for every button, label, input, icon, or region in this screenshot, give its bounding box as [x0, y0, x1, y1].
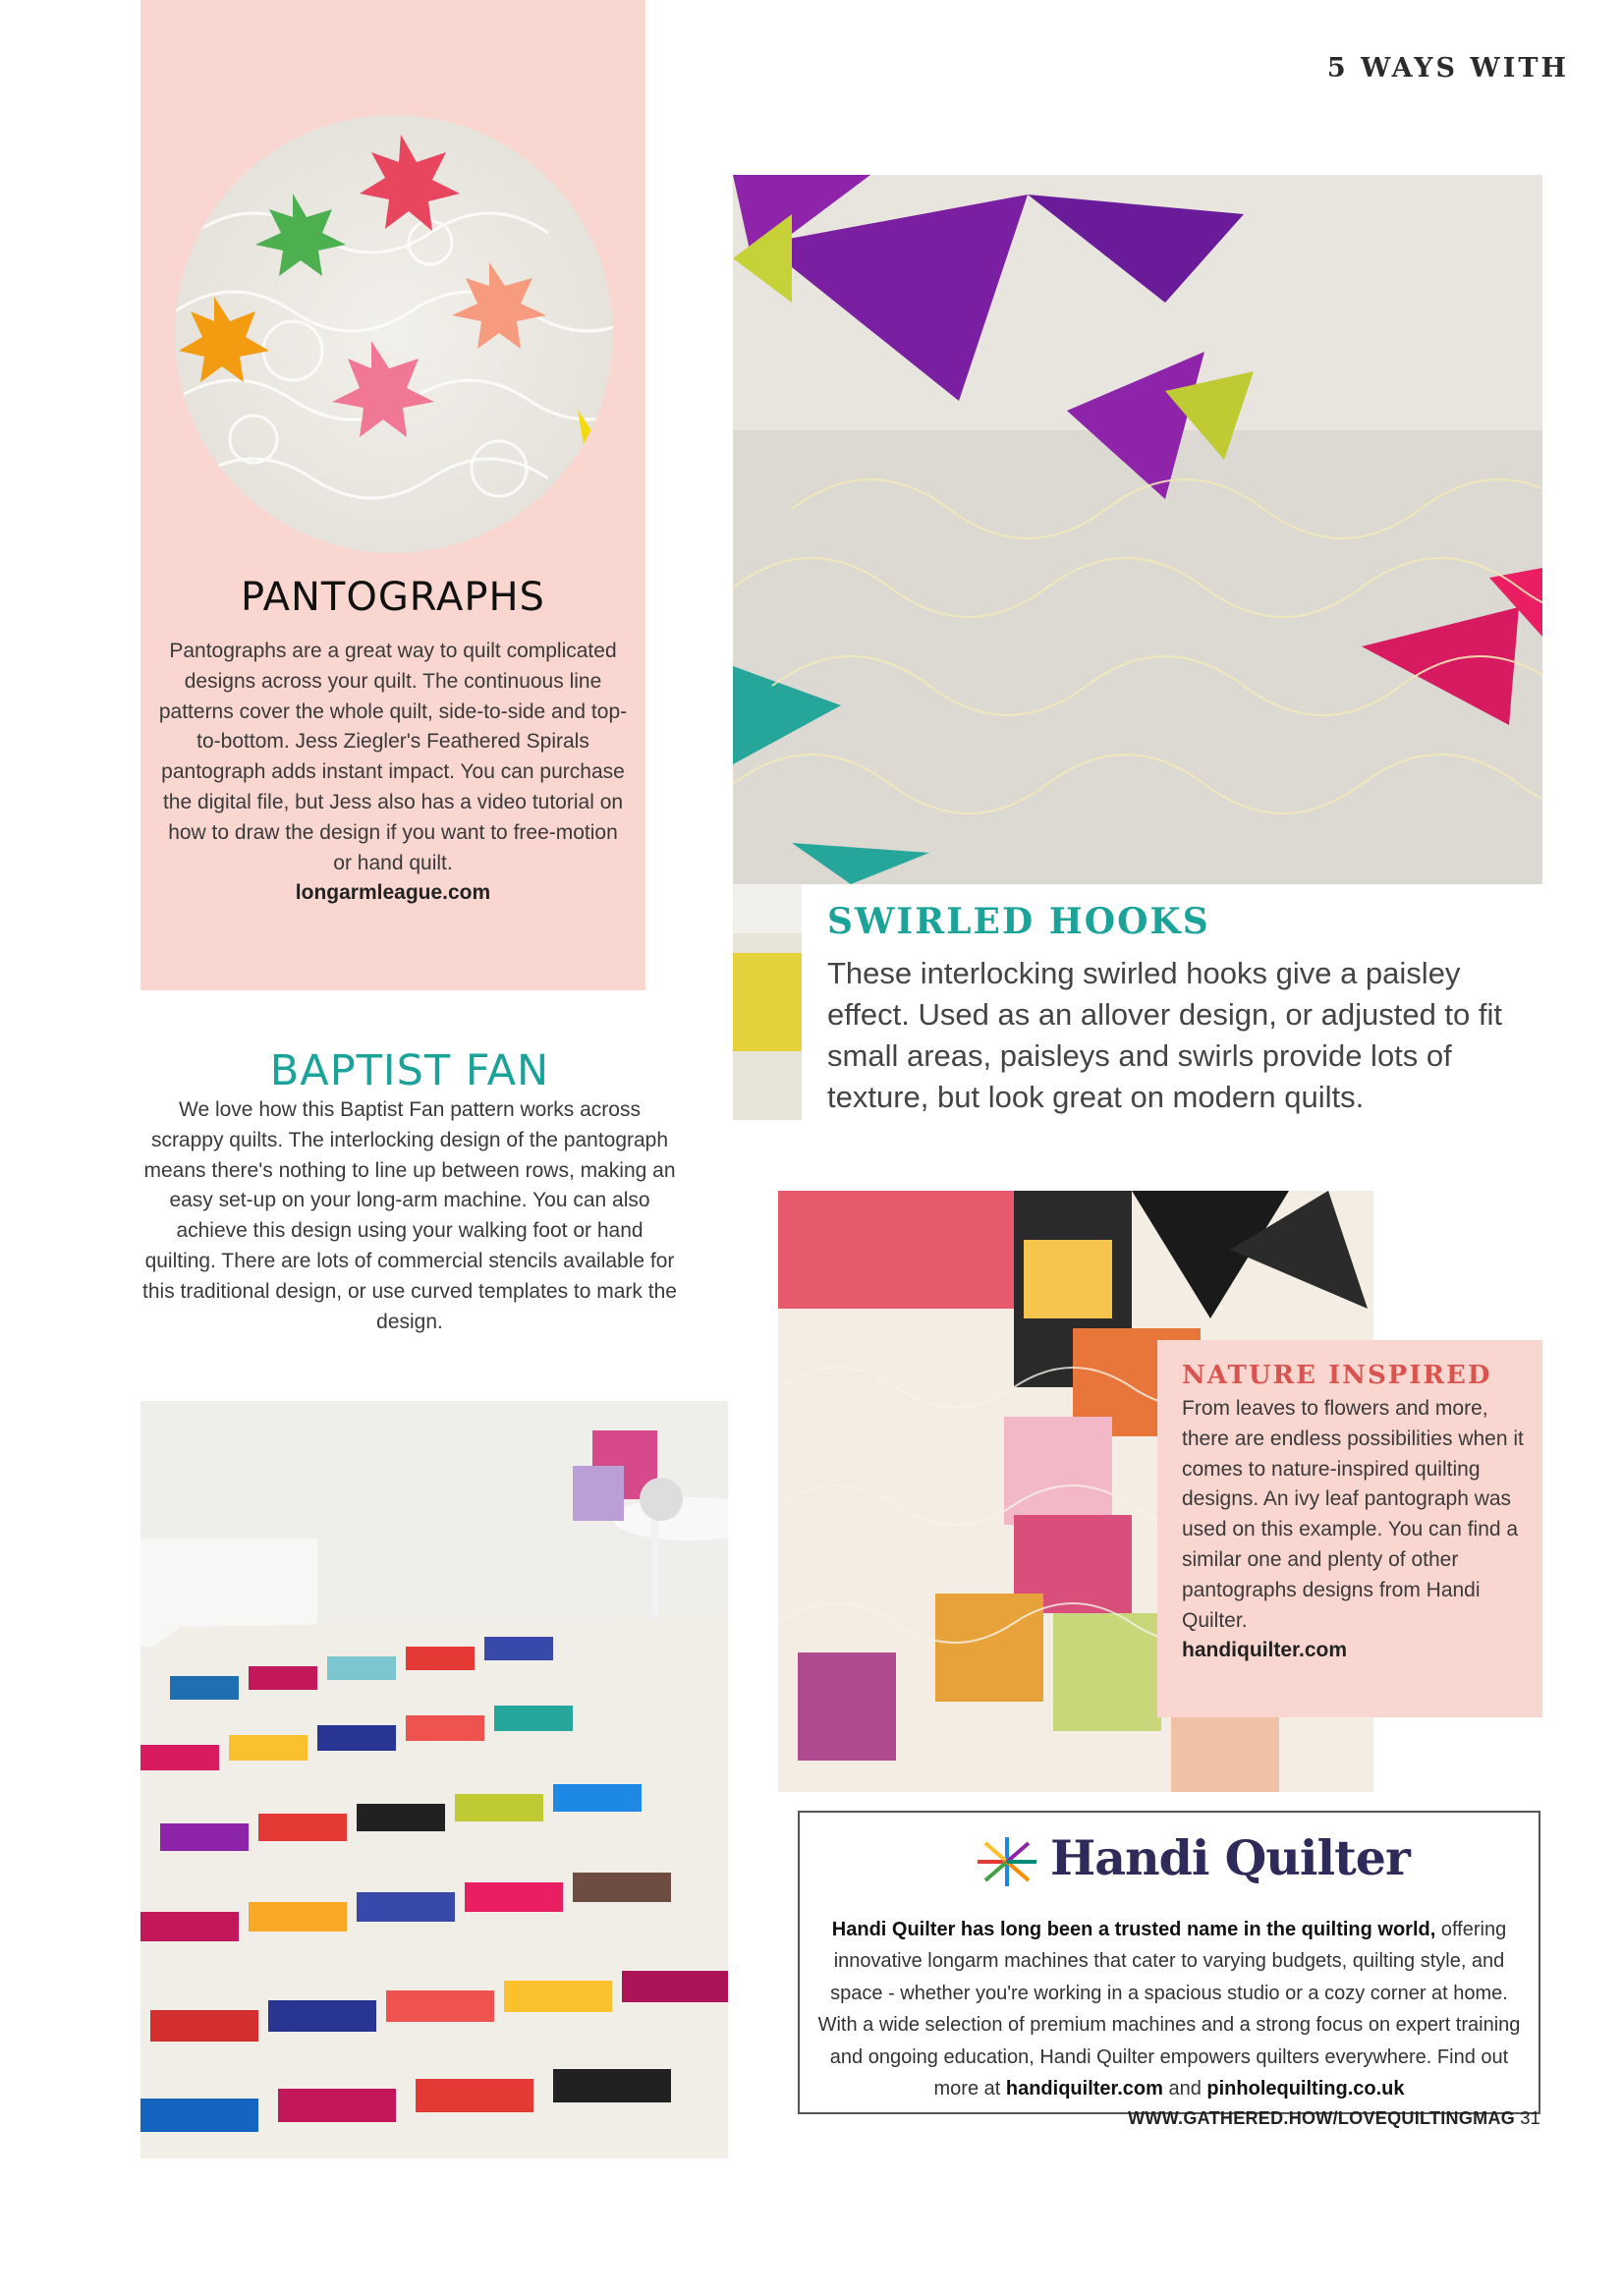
- nature-inspired-text: From leaves to flowers and more, there are endless possibilities when it comes to nature-inspired quilting designs. An ivy leaf pantograph was used on this example. You can find a similar one and plenty of other pantographs designs from Handi Quilter.: [1182, 1397, 1524, 1632]
- section-label: 5 WAYS WITH: [1326, 53, 1569, 84]
- swirled-hooks-quilt-photo: [733, 175, 1542, 884]
- swirled-hooks-body: These interlocking swirled hooks give a paisley effect. Used as an allover design, or adjusted to fit small areas, paisleys and swirls provide lots of texture, but look great on modern quilts.: [827, 956, 1502, 1114]
- page-number: 31: [1520, 2108, 1540, 2128]
- pantographs-link[interactable]: longarmleague.com: [295, 881, 491, 905]
- baptist-fan-body: We love how this Baptist Fan pattern works across scrappy quilts. The interlocking design of the pantograph means there's nothing to line up between rows, making an easy set-up on your long-arm machine. You can also achieve this design using your walking foot or hand quilting. There are lots of commercial stencils available for this traditional design, or use curved templates to mark the design.: [142, 1098, 677, 1333]
- baptist-fan-quilt-photo: [140, 1401, 728, 2158]
- pantographs-title: PANTOGRAPHS: [241, 575, 545, 620]
- pantograph-quilt-photo: [175, 115, 613, 553]
- nature-inspired-link[interactable]: handiquilter.com: [1182, 1639, 1348, 1662]
- footer-url[interactable]: WWW.GATHERED.HOW/LOVEQUILTINGMAG: [1128, 2108, 1516, 2128]
- swirled-hooks-photo-strip: [733, 884, 802, 1120]
- nature-inspired-body: [1182, 1394, 1536, 1666]
- swirled-hooks-title: SWIRLED HOOKS: [827, 901, 1210, 942]
- pantographs-body: [157, 637, 629, 909]
- baptist-fan-title: BAPTIST FAN: [269, 1046, 550, 1095]
- ad-text: offering innovative longarm machines that cater to varying budgets, quilting style, and space - whether you're working in a spacious studio or a cozy corner at home. With a wide selection of premium machines and a strong focus on expert training and ongoing education, Handi Quilter empowers quilters everywhere. Find out more at: [817, 1919, 1521, 2100]
- handi-quilter-brand: Handi Quilter: [1050, 1829, 1410, 1886]
- ad-lead: Handi Quilter has long been a trusted name in the quilting world,: [831, 1919, 1436, 1940]
- ad-joiner: and: [1162, 2078, 1207, 2100]
- ad-link-pinholequilting[interactable]: pinholequilting.co.uk: [1206, 2078, 1405, 2100]
- footer: [1128, 2108, 1540, 2129]
- handi-quilter-ad-body: [815, 1914, 1523, 2104]
- pantographs-text: Pantographs are a great way to quilt complicated designs across your quilt. The continuous line patterns cover the whole quilt, side-to-side and top-to-bottom. Jess Ziegler's Feathered Spirals pantograph adds instant impact. You can purchase the digital file, but Jess also has a video tutorial on how to draw the design if you want to free-motion or hand quilt.: [158, 640, 628, 874]
- nature-inspired-title: NATURE INSPIRED: [1182, 1361, 1492, 1390]
- ad-link-handiquilter[interactable]: handiquilter.com: [1005, 2078, 1163, 2100]
